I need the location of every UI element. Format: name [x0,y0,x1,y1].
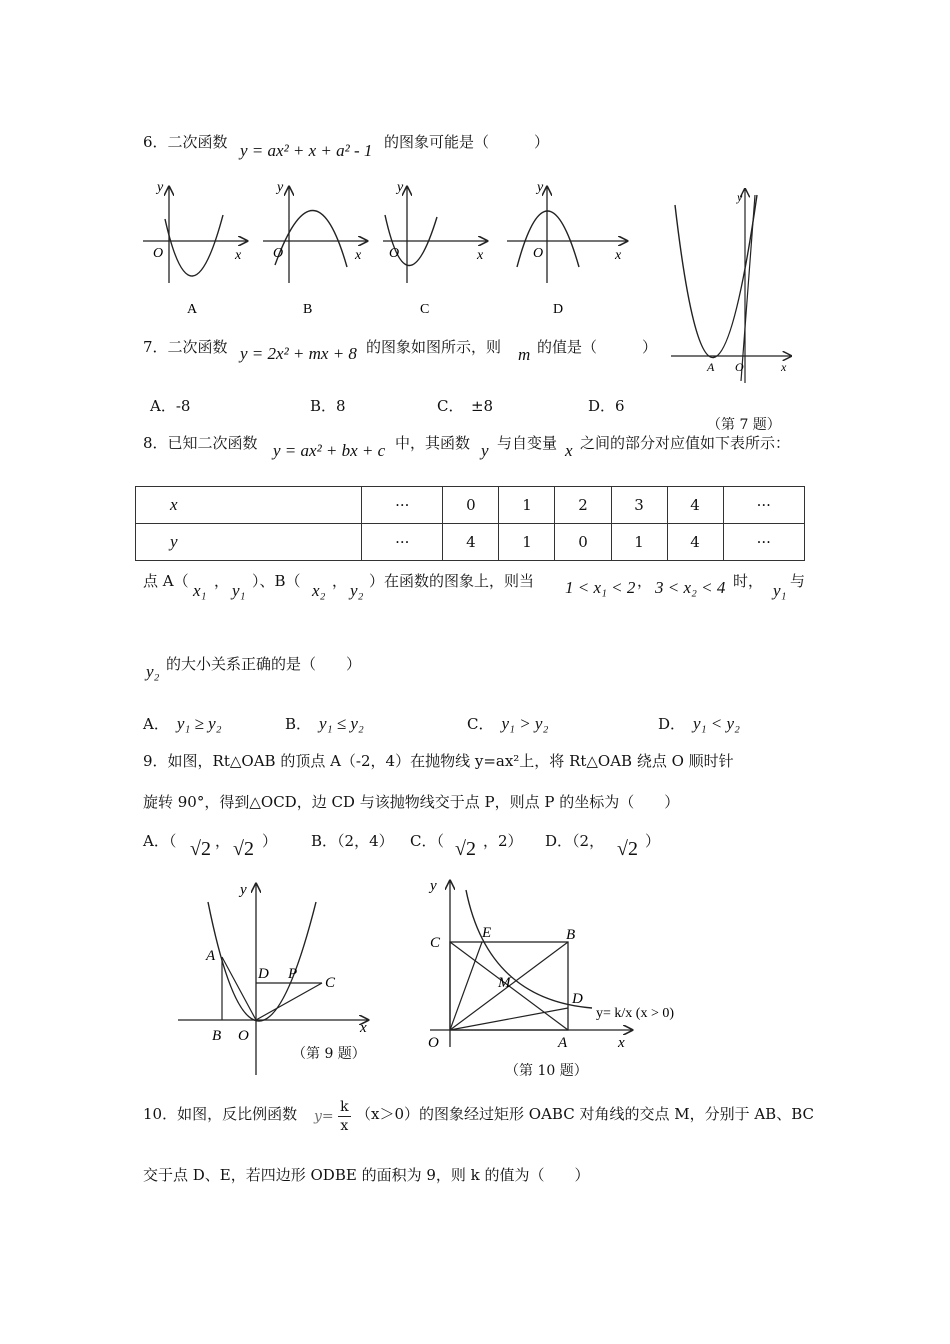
q7-option-c: C． ±8 [437,397,494,415]
q8-formula: y = ax² + bx + c [273,441,386,460]
q9-option-b: B．（2，4） [311,832,394,850]
fig10-caption: （第 10 题） [505,1063,588,1079]
q7-var: m [518,345,531,364]
svg-text:O: O [273,246,284,261]
q6-text: 6．二次函数 [143,133,228,151]
svg-text:x: x [781,360,787,374]
q7-text: 7．二次函数 [143,338,228,356]
table-head-x: x [136,487,362,524]
q6-a-y: y [157,180,164,195]
fig10-label-m: M [498,975,511,991]
fig10-label-y: y [430,878,437,894]
table-row: x ··· 0 1 2 3 4 ··· [136,487,805,524]
svg-text:y: y [537,180,544,195]
fig9-label-a: A [206,948,216,964]
fig9-label-y: y [240,882,247,898]
q9-option-d-v1: √2 [617,838,638,860]
q6-label-c: C [420,302,430,317]
q9-line2: 旋转 90°，得到△OCD，边 CD 与该抛物线交于点 P，则点 P 的坐标为（ ） [143,793,680,811]
svg-text:x: x [615,248,622,263]
fig9-label-b: B [212,1028,222,1044]
q8-option-a: A． y₁ ≥ y₂ [143,714,222,733]
q8-mid1: 中，其函数 [395,434,471,452]
fig7-caption: （第 7 题） [707,417,781,433]
q9-line1: 9．如图，Rt△OAB 的顶点 A（-2，4）在抛物线 y=ax²上，将 Rt△OAB 绕点 O 顺时针 [143,752,734,770]
q7-option-b: B．8 [310,397,346,415]
q6-label-b: B [303,302,313,317]
fig10-label-e: E [482,925,492,941]
fig7-graph [665,185,800,385]
fig10-label-c: C [430,935,441,951]
fig10-label-a: A [558,1035,568,1051]
svg-text:O: O [389,246,400,261]
fig10-label-o: O [428,1035,439,1051]
svg-text:O: O [533,246,544,261]
q10-line2: 交于点 D、E，若四边形 ODBE 的面积为 9，则 k 的值为（ ） [143,1166,590,1184]
fig9-label-o: O [238,1028,249,1044]
q8-option-b: B． y₁ ≤ y₂ [285,714,364,733]
table-row: y ··· 4 1 0 1 4 ··· [136,524,805,561]
svg-text:x: x [355,248,362,263]
q8-var-x: x [565,441,573,460]
q9-option-a-v1: √2 [190,838,211,860]
svg-text:x: x [477,248,484,263]
fig7-origin: O [735,360,744,374]
fig10-label-x: x [618,1035,625,1051]
fig10-label-d: D [572,991,583,1007]
q8-option-d: D． y₁ < y₂ [658,714,740,733]
q9-option-c-tail: ，2） [483,832,523,850]
q10-text-b: （x＞0）的图象经过矩形 OABC 对角线的交点 M，分别于 AB、BC [356,1105,814,1123]
fig9-label-c: C [325,975,336,991]
q8-mid2: 与自变量 [497,434,558,452]
q6-label-a: A [187,302,198,317]
fig9-caption: （第 9 题） [292,1046,366,1062]
q9-option-a-close: ） [262,832,278,850]
q9-option-a-v2: √2 [233,838,254,860]
q9-option-d-close: ） [645,832,661,850]
q8-line2-d: 时， [733,572,764,590]
q8-comma3: ， [637,572,653,590]
q6-label-d: D [553,302,564,317]
q7-option-d: D．6 [588,397,625,415]
q8-x2: x₂ [312,581,326,600]
q8-line2-c: ）在函数的图象上，则当 [369,572,535,590]
q9-option-a-comma: ， [215,832,231,850]
fig10-graph [420,875,690,1055]
fig10-curve-label: y= k/x (x > 0) [596,1006,675,1021]
fig9-label-p: P [288,966,298,982]
q7-tail: 的值是（ ） [537,338,658,356]
q6-formula: y = ax² + x + a² - 1 [240,141,373,160]
q8-comma1: ， [214,572,230,590]
q8-cond2: 3 < x₂ < 4 [655,578,726,597]
q6-graph-d [507,180,627,283]
q7-option-a: A．-8 [150,397,191,415]
fig9-label-d: D [258,966,269,982]
q8-tail: 之间的部分对应值如下表所示： [580,434,791,452]
q9-option-c-v1: √2 [455,838,476,860]
q6-tail: 的图象可能是（ ） [384,133,550,151]
fig10-label-b: B [566,927,576,943]
q8-y1-b: y₁ [773,581,787,600]
q9-option-d: D．（2， [545,832,605,850]
q8-comma2: ， [332,572,348,590]
q9-option-c: C．（ [410,832,444,850]
q6-graph-a [143,180,247,283]
q8-yu: 与 [790,572,806,590]
q8-line2-b: ）、B（ [252,572,301,590]
q8-option-c: C． y₁ > y₂ [467,714,549,733]
q10-text-a: 10．如图，反比例函数 [143,1105,298,1123]
q8-text: 8．已知二次函数 [143,434,258,452]
q6-a-origin: O [153,246,164,261]
svg-text:y: y [277,180,284,195]
q8-line2-a: 点 A（ [143,572,189,590]
svg-text:y: y [397,180,404,195]
fig7-point-a: A [707,360,715,374]
q6-graph-b [263,180,367,283]
q8-table [135,486,805,561]
table-head-y: y [136,524,362,561]
q8-x1: x₁ [193,581,207,600]
q8-cond1: 1 < x₁ < 2 [565,578,636,597]
q6-a-x: x [235,248,242,263]
q10-fraction: y= $\frac{k}{x}$ [314,1099,349,1134]
q9-option-a: A．（ [143,832,177,850]
q7-formula: y = 2x² + mx + 8 [240,344,357,363]
fig9-label-x: x [360,1020,367,1036]
q8-y2-b: y₂ [146,662,160,681]
q7-mid: 的图象如图所示，则 [366,338,502,356]
svg-text:y: y [737,190,743,204]
q8-line3: 的大小关系正确的是（ ） [166,655,362,673]
q6-graph-c [383,180,487,283]
q6-graphs [135,175,645,320]
q8-y2: y₂ [350,581,364,600]
q8-var-y: y [481,441,489,460]
q8-y1: y₁ [232,581,246,600]
